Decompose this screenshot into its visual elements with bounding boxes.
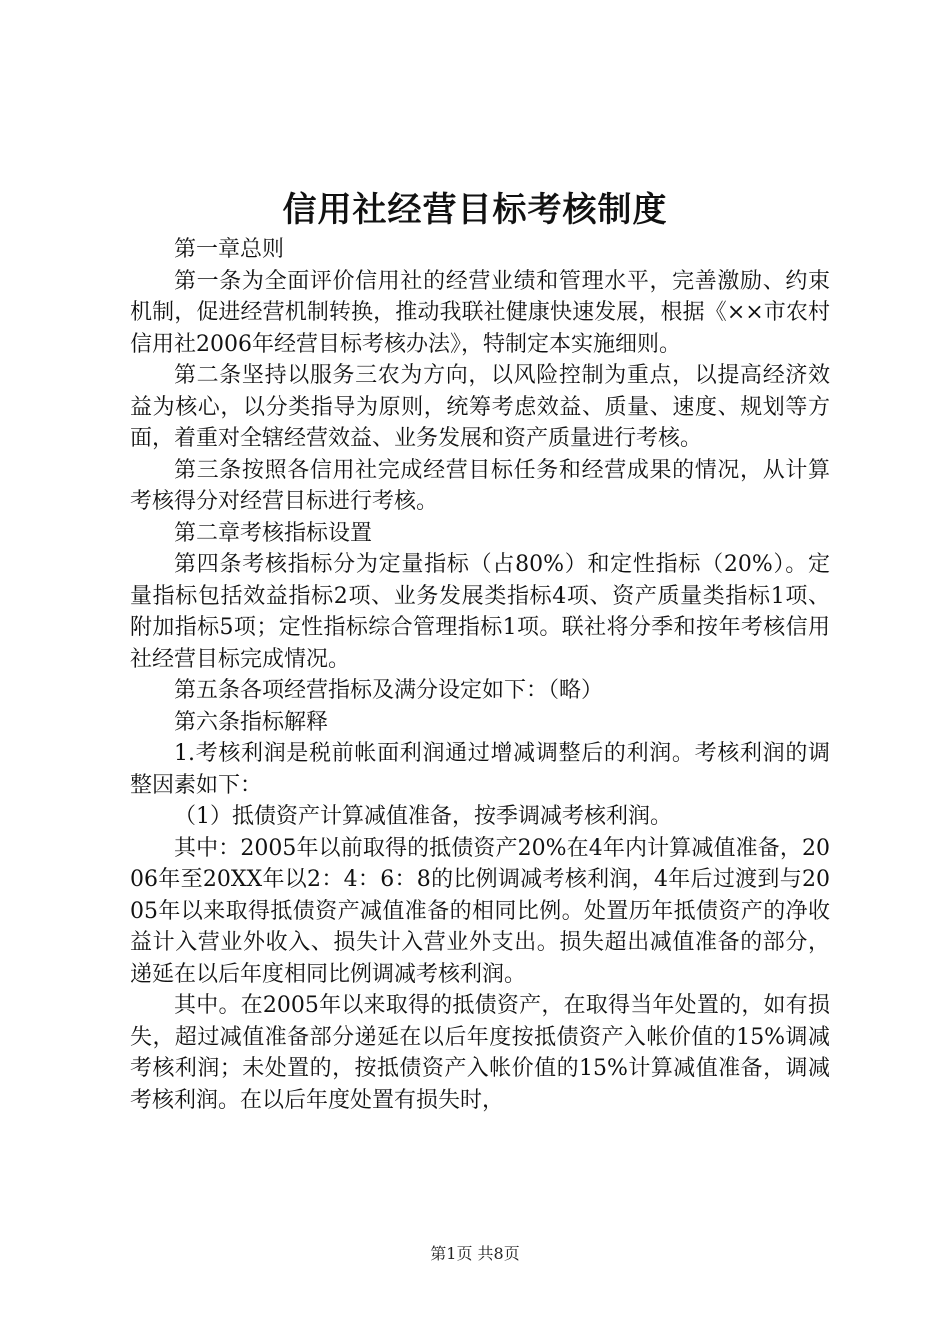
- article-paragraph: 第五条各项经营指标及满分设定如下：（略）: [174, 678, 604, 703]
- document-title: 信用社经营目标考核制度: [282, 190, 668, 230]
- page-footer: 第1页 共8页: [430, 1244, 520, 1263]
- article-paragraph: （1）抵债资产计算减值准备，按季调减考核利润。: [174, 804, 672, 829]
- article-paragraph: 1.考核利润是税前帐面利润通过增减调整后的利润。考核利润的调整因素如下：: [130, 741, 830, 798]
- article-paragraph: 第一条为全面评价信用社的经营业绩和管理水平，完善激励、约束机制，促进经营机制转换，推动我联社健康快速发展，根据《××市农村信用社2006年经营目标考核办法》，特制定本实施细则。: [130, 268, 830, 357]
- article-paragraph: 其中。在2005年以来取得的抵债资产，在取得当年处置的，如有损失，超过减值准备部分递延在以后年度按抵债资产入帐价值的15%调减考核利润；未处置的，按抵债资产入帐价值的15%计算减值准备，调减考核利润。在以后年度处置有损失时，: [130, 993, 830, 1113]
- document-body: [130, 234, 830, 1116]
- article-paragraph: 第四条考核指标分为定量指标（占80%）和定性指标（20%）。定量指标包括效益指标2项、业务发展类指标4项、资产质量类指标1项、附加指标5项；定性指标综合管理指标1项。联社将分季和按年考核信用社经营目标完成情况。: [130, 552, 830, 672]
- article-paragraph: 第三条按照各信用社完成经营目标任务和经营成果的情况，从计算考核得分对经营目标进行考核。: [130, 457, 830, 514]
- article-paragraph: 第六条指标解释: [174, 709, 329, 735]
- article-paragraph: 第二条坚持以服务三农为方向，以风险控制为重点，以提高经济效益为核心，以分类指导为原则，统筹考虑效益、质量、速度、规划等方面，着重对全辖经营效益、业务发展和资产质量进行考核。: [130, 363, 830, 451]
- article-paragraph: 其中：2005年以前取得的抵债资产20%在4年内计算减值准备，2006年至20XX年以2：4：6：8的比例调减考核利润，4年后过渡到与2005年以来取得抵债资产减值准备的相同比例。处置历年抵债资产的净收益计入营业外收入、损失计入营业外支出。损失超出减值准备的部分，递延在以后年度相同比例调减考核利润。: [130, 835, 830, 987]
- chapter-heading: 第一章总则: [174, 237, 285, 262]
- chapter-heading: 第二章考核指标设置: [174, 520, 373, 546]
